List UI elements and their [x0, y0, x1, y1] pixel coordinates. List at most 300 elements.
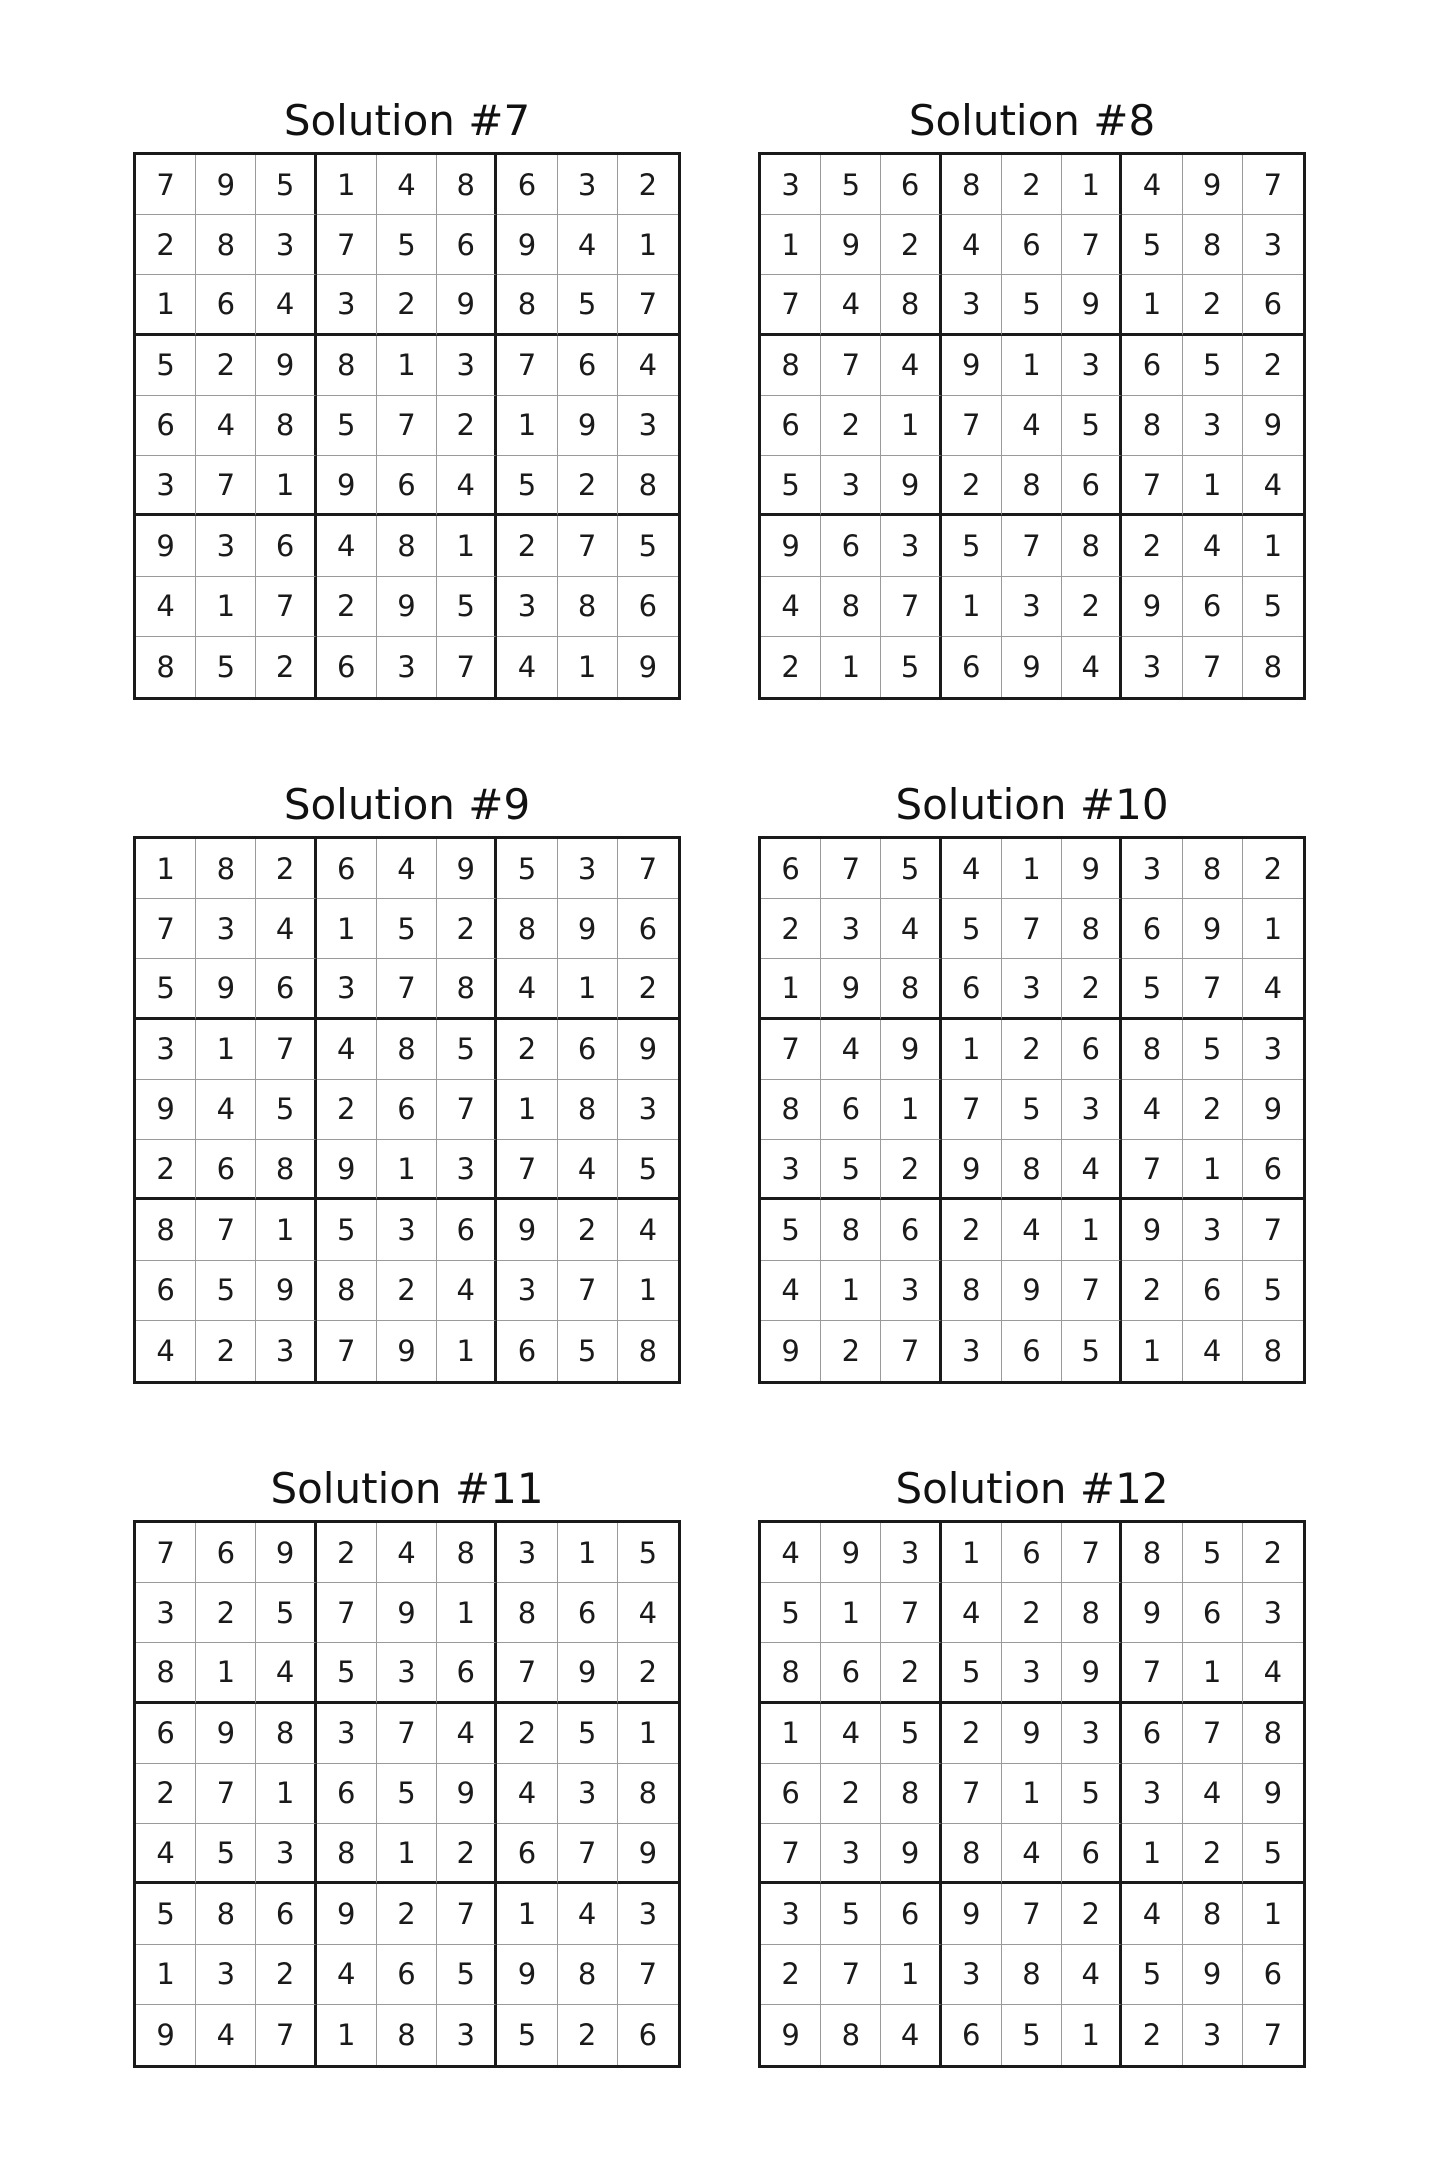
- sudoku-cell: 5: [761, 1200, 821, 1260]
- sudoku-cell: 2: [377, 1261, 437, 1321]
- sudoku-cell: 6: [1062, 1824, 1122, 1884]
- sudoku-cell: 6: [1183, 1583, 1243, 1643]
- sudoku-cell: 2: [821, 396, 881, 456]
- sudoku-cell: 4: [881, 2005, 941, 2065]
- puzzle-title: Solution #10: [895, 780, 1169, 829]
- sudoku-cell: 6: [761, 1764, 821, 1824]
- sudoku-cell: 5: [317, 1643, 377, 1703]
- sudoku-cell: 2: [136, 1764, 196, 1824]
- sudoku-cell: 2: [1122, 516, 1182, 576]
- sudoku-cell: 9: [821, 959, 881, 1019]
- sudoku-cell: 8: [1263, 649, 1283, 684]
- sudoku-cell: 1: [136, 1945, 196, 2005]
- sudoku-cell: 7: [942, 1080, 1002, 1140]
- sudoku-cell: 3: [1183, 396, 1243, 456]
- sudoku-cell: 3: [377, 1643, 437, 1703]
- sudoku-cell: 5: [558, 275, 618, 335]
- sudoku-cell: 5: [317, 1200, 377, 1260]
- sudoku-cell: 7: [1002, 516, 1062, 576]
- sudoku-cell: 3: [821, 456, 881, 516]
- sudoku-cell: 3: [317, 959, 377, 1019]
- sudoku-cell: 1: [196, 1643, 256, 1703]
- sudoku-cell: 1: [497, 396, 557, 456]
- sudoku-cell: 8: [1183, 1884, 1243, 1944]
- sudoku-cell: 6: [317, 839, 377, 899]
- sudoku-cell: 5: [1002, 1080, 1062, 1140]
- sudoku-cell: 7: [1002, 1884, 1062, 1944]
- sudoku-cell: 3: [618, 396, 678, 456]
- sudoku-cell: 6: [136, 1261, 196, 1321]
- sudoku-cell: 1: [1243, 899, 1303, 959]
- sudoku-cell: 8: [1062, 1583, 1122, 1643]
- sudoku-cell: 4: [437, 456, 497, 516]
- sudoku-cell: 9: [821, 1523, 881, 1583]
- sudoku-cell: 6: [497, 1824, 557, 1884]
- sudoku-cell: 6: [942, 2005, 1002, 2065]
- sudoku-cell: 7: [761, 275, 821, 335]
- sudoku-cell: 5: [136, 1884, 196, 1944]
- sudoku-cell: 5: [377, 1764, 437, 1824]
- sudoku-cell: 6: [1062, 456, 1122, 516]
- sudoku-cell: 2: [317, 1080, 377, 1140]
- sudoku-cell: 2: [1183, 275, 1243, 335]
- sudoku-cell: 8: [317, 1824, 377, 1884]
- sudoku-cell: 8: [196, 1884, 256, 1944]
- sudoku-cell: 4: [821, 1020, 881, 1080]
- sudoku-cell: 7: [196, 1764, 256, 1824]
- sudoku-cell: 7: [618, 839, 678, 899]
- sudoku-cell: 6: [377, 1080, 437, 1140]
- sudoku-cell: 2: [761, 637, 821, 697]
- sudoku-cell: 2: [1243, 336, 1303, 396]
- sudoku-cell: 5: [136, 959, 196, 1019]
- puzzle-title: Solution #12: [895, 1464, 1169, 1513]
- sudoku-cell: 8: [1062, 899, 1122, 959]
- sudoku-cell: 1: [437, 1321, 497, 1381]
- sudoku-cell: 6: [761, 396, 821, 456]
- sudoku-cell: 4: [196, 1080, 256, 1140]
- sudoku-cell: 8: [317, 336, 377, 396]
- sudoku-cell: 8: [761, 336, 821, 396]
- sudoku-cell: 2: [761, 1945, 821, 2005]
- sudoku-cell: 1: [942, 1523, 1002, 1583]
- sudoku-cell: 7: [618, 1945, 678, 2005]
- sudoku-cell: 7: [1122, 1140, 1182, 1200]
- sudoku-cell: 2: [497, 1704, 557, 1764]
- sudoku-cell: 9: [437, 839, 497, 899]
- sudoku-cell: 9: [558, 899, 618, 959]
- sudoku-cell: 1: [256, 456, 316, 516]
- sudoku-cell: 4: [1062, 1140, 1122, 1200]
- sudoku-cell: 3: [558, 839, 618, 899]
- sudoku-cell: 7: [881, 577, 941, 637]
- sudoku-cell: 4: [196, 396, 256, 456]
- sudoku-cell: 7: [437, 1884, 497, 1944]
- sudoku-cell: 8: [1183, 215, 1243, 275]
- sudoku-cell: 4: [618, 336, 678, 396]
- sudoku-cell: 1: [377, 1140, 437, 1200]
- sudoku-cell: 8: [942, 155, 1002, 215]
- sudoku-cell: 9: [1122, 1583, 1182, 1643]
- sudoku-cell: 9: [1183, 155, 1243, 215]
- sudoku-cell: 7: [377, 396, 437, 456]
- sudoku-cell: 9: [497, 1945, 557, 2005]
- sudoku-cell: 9: [136, 2005, 196, 2065]
- sudoku-cell: 7: [761, 1020, 821, 1080]
- sudoku-cell: 3: [437, 2005, 497, 2065]
- sudoku-cell: 4: [558, 215, 618, 275]
- sudoku-cell: 1: [437, 516, 497, 576]
- sudoku-cell: 6: [1243, 275, 1303, 335]
- sudoku-cell: 2: [1183, 1080, 1243, 1140]
- sudoku-cell: 5: [377, 899, 437, 959]
- sudoku-cell: 6: [1002, 215, 1062, 275]
- sudoku-cell: 6: [1243, 1140, 1303, 1200]
- sudoku-cell: 5: [317, 396, 377, 456]
- sudoku-cell: 9: [1122, 1200, 1182, 1260]
- sudoku-cell: 2: [497, 516, 557, 576]
- sudoku-cell: 2: [196, 336, 256, 396]
- sudoku-cell: 5: [497, 456, 557, 516]
- sudoku-cell: 5: [1002, 275, 1062, 335]
- sudoku-cell: 7: [256, 1020, 316, 1080]
- sudoku-cell: 4: [618, 1200, 678, 1260]
- sudoku-cell: 3: [618, 1080, 678, 1140]
- sudoku-cell: 3: [558, 1764, 618, 1824]
- sudoku-cell: 1: [317, 2005, 377, 2065]
- sudoku-cell: 8: [821, 1200, 881, 1260]
- sudoku-cell: 5: [942, 1643, 1002, 1703]
- sudoku-cell: 1: [558, 959, 618, 1019]
- sudoku-cell: 3: [1183, 2005, 1243, 2065]
- sudoku-cell: 4: [821, 1704, 881, 1764]
- sudoku-cell: 7: [1183, 637, 1243, 697]
- sudoku-cell: 4: [881, 899, 941, 959]
- sudoku-cell: 4: [256, 1643, 316, 1703]
- sudoku-cell: 9: [1062, 275, 1122, 335]
- sudoku-cell: 3: [497, 1523, 557, 1583]
- sudoku-cell: 9: [558, 1643, 618, 1703]
- sudoku-cell: 8: [256, 396, 316, 456]
- sudoku-cell: 9: [196, 959, 256, 1019]
- sudoku-cell: 3: [1122, 839, 1182, 899]
- sudoku-cell: 3: [136, 456, 196, 516]
- sudoku-cell: 8: [638, 1333, 658, 1368]
- sudoku-cell: 3: [761, 1140, 821, 1200]
- sudoku-cell: 5: [1243, 1824, 1303, 1884]
- sudoku-cell: 9: [1062, 1643, 1122, 1703]
- sudoku-cell: 6: [256, 959, 316, 1019]
- sudoku-cell: 7: [821, 336, 881, 396]
- sudoku-cell: 1: [942, 577, 1002, 637]
- sudoku-cell: 1: [1183, 1140, 1243, 1200]
- sudoku-cell: 8: [437, 155, 497, 215]
- sudoku-cell: 7: [1263, 2017, 1283, 2052]
- sudoku-cell: 8: [618, 1764, 678, 1824]
- sudoku-cell: 7: [196, 456, 256, 516]
- sudoku-cell: 6: [437, 215, 497, 275]
- sudoku-cell: 8: [618, 456, 678, 516]
- sudoku-cell: 2: [821, 1321, 881, 1381]
- sudoku-cell: 2: [1122, 2005, 1182, 2065]
- sudoku-cell: 6: [618, 577, 678, 637]
- sudoku-cell: 4: [317, 1020, 377, 1080]
- sudoku-cell: 4: [1122, 1884, 1182, 1944]
- sudoku-cell: 5: [761, 456, 821, 516]
- sudoku-cell: 4: [1062, 1945, 1122, 2005]
- sudoku-cell: 9: [256, 1261, 316, 1321]
- sudoku-cell: 6: [1183, 577, 1243, 637]
- sudoku-cell: 7: [377, 959, 437, 1019]
- sudoku-cell: 8: [1002, 1945, 1062, 2005]
- sudoku-cell: 4: [1002, 1824, 1062, 1884]
- sudoku-cell: 7: [1002, 899, 1062, 959]
- sudoku-cell: 9: [942, 336, 1002, 396]
- sudoku-cell: 7: [317, 215, 377, 275]
- sudoku-cell: 3: [377, 637, 437, 697]
- sudoku-cell: 4: [1243, 456, 1303, 516]
- sudoku-cell: 5: [942, 516, 1002, 576]
- sudoku-cell: 1: [1002, 336, 1062, 396]
- sudoku-cell: 1: [942, 1020, 1002, 1080]
- sudoku-cell: 5: [497, 839, 557, 899]
- sudoku-cell: 3: [196, 1945, 256, 2005]
- sudoku-cell: 6: [881, 155, 941, 215]
- sudoku-cell: 9: [881, 1824, 941, 1884]
- sudoku-cell: 1: [317, 155, 377, 215]
- sudoku-cell: 4: [558, 1140, 618, 1200]
- sudoku-cell: 7: [821, 1945, 881, 2005]
- sudoku-cell: 9: [437, 275, 497, 335]
- sudoku-cell: 1: [821, 637, 881, 697]
- sudoku-cell: 3: [136, 1020, 196, 1080]
- sudoku-cell: 3: [761, 1884, 821, 1944]
- sudoku-cell: 9: [317, 1140, 377, 1200]
- sudoku-cell: 3: [558, 155, 618, 215]
- sudoku-cell: 3: [821, 899, 881, 959]
- sudoku-cell: 8: [1183, 839, 1243, 899]
- sudoku-cell: 1: [1122, 275, 1182, 335]
- sudoku-cell: 9: [1183, 899, 1243, 959]
- sudoku-cell: 2: [761, 899, 821, 959]
- sudoku-cell: 2: [1062, 1884, 1122, 1944]
- sudoku-cell: 8: [558, 1945, 618, 2005]
- sudoku-cell: 8: [497, 275, 557, 335]
- sudoku-cell: 8: [437, 1523, 497, 1583]
- sudoku-cell: 7: [256, 577, 316, 637]
- sudoku-cell: 8: [1263, 1333, 1283, 1368]
- sudoku-cell: 7: [558, 1261, 618, 1321]
- sudoku-cell: 7: [942, 1764, 1002, 1824]
- sudoku-cell: 6: [196, 1523, 256, 1583]
- sudoku-cell: 3: [881, 516, 941, 576]
- sudoku-cell: 7: [1243, 1200, 1303, 1260]
- sudoku-cell: 4: [618, 1583, 678, 1643]
- sudoku-cell: 4: [1183, 1321, 1243, 1381]
- sudoku-cell: 7: [317, 1583, 377, 1643]
- sudoku-cell: 1: [618, 1704, 678, 1764]
- sudoku-cell: 6: [1243, 1945, 1303, 2005]
- sudoku-cell: 1: [881, 1080, 941, 1140]
- sudoku-cell: 7: [881, 1321, 941, 1381]
- sudoku-cell: 3: [881, 1523, 941, 1583]
- sudoku-cell: 2: [136, 215, 196, 275]
- sudoku-cell: 8: [136, 637, 196, 697]
- sudoku-cell: 5: [821, 1884, 881, 1944]
- sudoku-cell: 6: [1002, 1523, 1062, 1583]
- sudoku-cell: 4: [317, 1945, 377, 2005]
- sudoku-cell: 2: [881, 1140, 941, 1200]
- sudoku-cell: 4: [1243, 1643, 1303, 1703]
- sudoku-cell: 8: [942, 1261, 1002, 1321]
- sudoku-cell: 6: [136, 1704, 196, 1764]
- sudoku-cell: 8: [317, 1261, 377, 1321]
- sudoku-cell: 4: [136, 1824, 196, 1884]
- sudoku-cell: 8: [1122, 1523, 1182, 1583]
- sudoku-cell: 5: [1183, 336, 1243, 396]
- sudoku-cell: 5: [558, 1321, 618, 1381]
- sudoku-cell: 9: [1002, 1261, 1062, 1321]
- sudoku-cell: 1: [881, 396, 941, 456]
- sudoku-cell: 9: [881, 1020, 941, 1080]
- sudoku-cell: 5: [881, 839, 941, 899]
- sudoku-cell: 5: [1062, 1321, 1122, 1381]
- sudoku-cell: 5: [196, 1824, 256, 1884]
- sudoku-cell: 1: [761, 959, 821, 1019]
- sudoku-cell: 5: [437, 1945, 497, 2005]
- sudoku-cell: 6: [196, 275, 256, 335]
- sudoku-cell: 2: [256, 839, 316, 899]
- sudoku-cell: 4: [821, 275, 881, 335]
- sudoku-cell: 7: [1243, 155, 1303, 215]
- sudoku-cell: 9: [317, 1884, 377, 1944]
- sudoku-cell: 6: [638, 2017, 658, 2052]
- sudoku-cell: 8: [558, 1080, 618, 1140]
- sudoku-cell: 2: [1243, 839, 1303, 899]
- sudoku-cell: 7: [821, 839, 881, 899]
- sudoku-cell: 5: [1183, 1020, 1243, 1080]
- sudoku-cell: 4: [761, 1523, 821, 1583]
- sudoku-cell: 7: [437, 637, 497, 697]
- sudoku-cell: 3: [1122, 1764, 1182, 1824]
- sudoku-cell: 9: [1002, 1704, 1062, 1764]
- sudoku-cell: 1: [256, 1764, 316, 1824]
- sudoku-cell: 9: [1062, 839, 1122, 899]
- sudoku-cell: 6: [1122, 336, 1182, 396]
- sudoku-cell: 1: [1062, 1200, 1122, 1260]
- sudoku-cell: 2: [942, 456, 1002, 516]
- sudoku-cell: 1: [1183, 456, 1243, 516]
- sudoku-cell: 9: [1002, 637, 1062, 697]
- sudoku-cell: 1: [761, 1704, 821, 1764]
- puzzle-title: Solution #11: [270, 1464, 544, 1513]
- sudoku-cell: 2: [437, 899, 497, 959]
- sudoku-cell: 3: [761, 155, 821, 215]
- sudoku-cell: 2: [256, 637, 316, 697]
- sudoku-cell: 7: [558, 1824, 618, 1884]
- sudoku-cell: 8: [942, 1824, 1002, 1884]
- sudoku-cell: 2: [618, 959, 678, 1019]
- sudoku-cell: 6: [437, 1643, 497, 1703]
- sudoku-cell: 2: [437, 1824, 497, 1884]
- sudoku-cell: 5: [1002, 2005, 1062, 2065]
- sudoku-cell: 3: [497, 577, 557, 637]
- sudoku-cell: 3: [942, 1945, 1002, 2005]
- sudoku-cell: 6: [1002, 1321, 1062, 1381]
- sudoku-cell: 7: [437, 1080, 497, 1140]
- sudoku-cell: 5: [1243, 1261, 1303, 1321]
- sudoku-cell: 5: [1243, 577, 1303, 637]
- sudoku-cell: 3: [1062, 336, 1122, 396]
- sudoku-cell: 8: [558, 577, 618, 637]
- sudoku-cell: 8: [1122, 396, 1182, 456]
- sudoku-cell: 4: [437, 1704, 497, 1764]
- sudoku-cell: 3: [497, 1261, 557, 1321]
- sudoku-cell: 6: [497, 1321, 557, 1381]
- sudoku-cell: 4: [1002, 1200, 1062, 1260]
- sudoku-cell: 5: [377, 215, 437, 275]
- sudoku-cell: 7: [942, 396, 1002, 456]
- sudoku-cell: 2: [618, 1643, 678, 1703]
- sudoku-cell: 9: [437, 1764, 497, 1824]
- sudoku-cell: 4: [437, 1261, 497, 1321]
- sudoku-cell: 6: [256, 516, 316, 576]
- sudoku-cell: 7: [497, 1140, 557, 1200]
- sudoku-cell: 8: [1002, 456, 1062, 516]
- sudoku-cell: 6: [558, 336, 618, 396]
- sudoku-cell: 7: [1062, 1523, 1122, 1583]
- sudoku-cell: 4: [942, 1583, 1002, 1643]
- sudoku-cell: 7: [136, 1523, 196, 1583]
- sudoku-cell: 1: [618, 215, 678, 275]
- sudoku-cell: 7: [1183, 959, 1243, 1019]
- sudoku-cell: 9: [761, 1321, 821, 1381]
- sudoku-grid: [758, 1520, 1306, 2068]
- sudoku-cell: 6: [821, 1080, 881, 1140]
- sudoku-cell: 2: [256, 1945, 316, 2005]
- sudoku-cell: 6: [618, 899, 678, 959]
- sudoku-cell: 8: [821, 2005, 881, 2065]
- sudoku-cell: 9: [761, 2005, 821, 2065]
- sudoku-cell: 3: [1243, 1020, 1303, 1080]
- sudoku-cell: 8: [256, 1140, 316, 1200]
- sudoku-cell: 5: [1122, 959, 1182, 1019]
- sudoku-cell: 9: [1243, 396, 1303, 456]
- sudoku-cell: 1: [1243, 1884, 1303, 1944]
- sudoku-cell: 5: [881, 637, 941, 697]
- sudoku-cell: 9: [256, 336, 316, 396]
- sudoku-cell: 8: [881, 959, 941, 1019]
- sudoku-cell: 9: [497, 1200, 557, 1260]
- sudoku-cell: 3: [942, 275, 1002, 335]
- sudoku-cell: 2: [136, 1140, 196, 1200]
- sudoku-cell: 9: [558, 396, 618, 456]
- sudoku-cell: 4: [497, 959, 557, 1019]
- sudoku-cell: 8: [377, 516, 437, 576]
- sudoku-cell: 4: [1062, 637, 1122, 697]
- sudoku-cell: 4: [1002, 396, 1062, 456]
- sudoku-cell: 4: [497, 1764, 557, 1824]
- sudoku-cell: 3: [618, 1884, 678, 1944]
- sudoku-cell: 3: [317, 275, 377, 335]
- sudoku-cell: 6: [558, 1020, 618, 1080]
- sudoku-cell: 8: [256, 1704, 316, 1764]
- sudoku-cell: 6: [377, 1945, 437, 2005]
- sudoku-cell: 4: [377, 155, 437, 215]
- sudoku-cell: 3: [1002, 1643, 1062, 1703]
- sudoku-cell: 9: [377, 577, 437, 637]
- sudoku-cell: 3: [1122, 637, 1182, 697]
